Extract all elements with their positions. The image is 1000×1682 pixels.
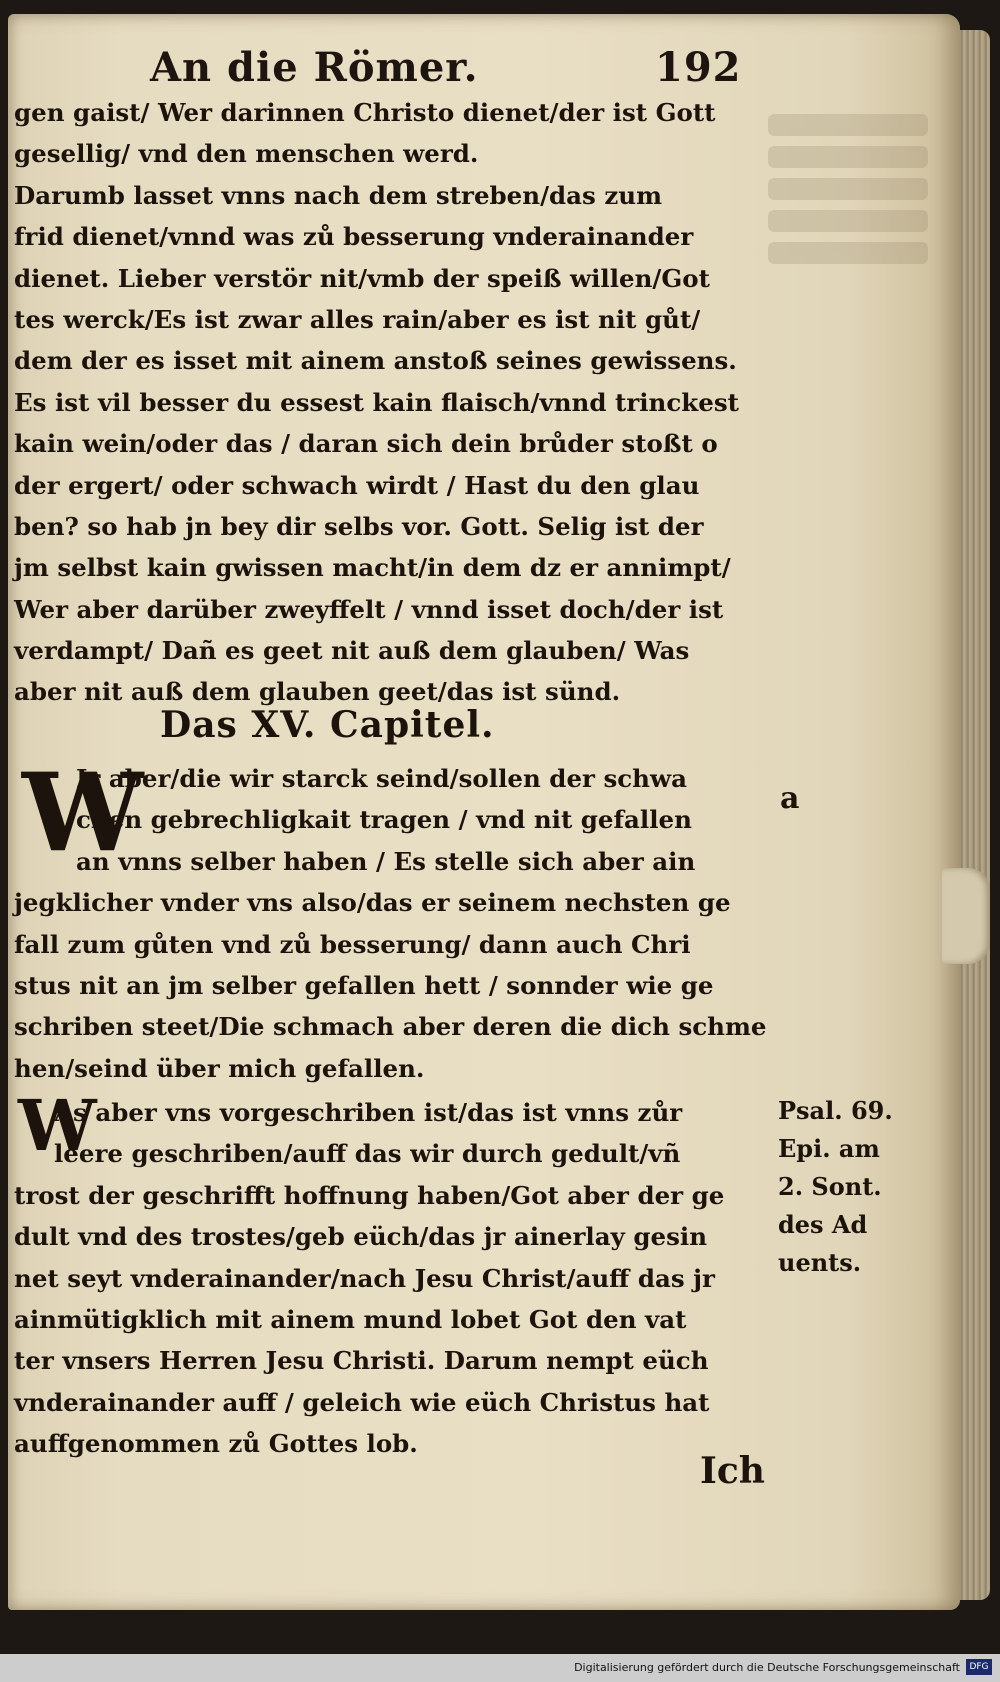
text-line: aber nit auß dem glauben geet/das ist sünd. xyxy=(14,677,621,707)
text-line: trost der geschrifft hoffnung haben/Got aber der ge xyxy=(14,1180,725,1210)
text-block-top xyxy=(14,92,754,713)
text-line: vnderainander auff / geleich wie eüch Christus hat xyxy=(14,1387,710,1417)
folio-number: 192 xyxy=(655,44,742,91)
margin-note-line: 2. Sont. xyxy=(778,1172,882,1201)
text-line: verdampt/ Dañ es geet nit auß dem glauben/ Was xyxy=(14,636,690,666)
show-through xyxy=(768,104,928,404)
text-line: schriben steet/Die schmach aber deren die dich schme xyxy=(14,1012,767,1042)
running-title: An die Römer. xyxy=(150,44,479,91)
text-line: dult vnd des trostes/geb eüch/das jr ainerlay gesin xyxy=(14,1222,708,1252)
chapter-heading: Das XV. Capitel. xyxy=(160,704,495,746)
drop-initial: W xyxy=(22,750,144,876)
text-line: kain wein/oder das / daran sich dein brůder stoßt o xyxy=(14,429,718,459)
credit-text: Digitalisierung gefördert durch die Deutsche Forschungsgemeinschaft xyxy=(574,1661,960,1674)
text-line: As aber vns vorgeschriben ist/das ist vnns zůr xyxy=(54,1098,683,1127)
text-line: jegklicher vnder vns also/das er seinem nechsten ge xyxy=(14,888,731,918)
text-line: Ir aber/die wir starck seind/sollen der schwa xyxy=(76,764,687,793)
text-block-chapter-a xyxy=(14,750,767,1089)
text-line: tes werck/Es ist zwar alles rain/aber es ist nit gůt/ xyxy=(14,304,701,334)
margin-note-line: Epi. am xyxy=(778,1134,880,1163)
text-line: ainmütigklich mit ainem mund lobet Got den vat xyxy=(14,1304,687,1334)
margin-note-line: Psal. 69. xyxy=(778,1096,893,1125)
text-line: frid dienet/vnnd was zů besserung vnderainander xyxy=(14,222,694,252)
drop-initial: W xyxy=(18,1084,97,1167)
running-header xyxy=(150,44,750,94)
text-line: fall zum gůten vnd zů besserung/ dann auch Chri xyxy=(14,929,691,959)
text-line: dem der es isset mit ainem anstoß seines gewissens. xyxy=(14,346,737,376)
text-line: Es ist vil besser du essest kain flaisch/vnnd trinckest xyxy=(14,387,739,417)
text-line: ben? so hab jn bey dir selbs vor. Gott. Selig ist der xyxy=(14,511,704,541)
text-line: der ergert/ oder schwach wirdt / Hast du den glau xyxy=(14,470,700,500)
text-line: gen gaist/ Wer darinnen Christo dienet/der ist Gott xyxy=(14,98,716,127)
text-line: an vnns selber haben / Es stelle sich aber ain xyxy=(76,846,696,876)
text-line: ter vnsers Herren Jesu Christi. Darum nempt eüch xyxy=(14,1346,709,1376)
text-line: jm selbst kain gwissen macht/in dem dz er annimpt/ xyxy=(14,553,731,583)
credit-bar xyxy=(0,1654,1000,1682)
margin-note-line: des Ad xyxy=(778,1210,868,1239)
text-line: chen gebrechligkait tragen / vnd nit gefallen xyxy=(76,805,692,835)
margin-note-line: uents. xyxy=(778,1248,862,1277)
page-tab xyxy=(942,868,990,964)
text-line: dienet. Lieber verstör nit/vmb der speiß willen/Got xyxy=(14,263,710,293)
margin-letter-mark: a xyxy=(780,781,800,816)
catchword: Ich xyxy=(700,1450,765,1492)
text-line: gesellig/ vnd den menschen werd. xyxy=(14,139,479,169)
dfg-logo: DFG xyxy=(966,1659,992,1675)
text-line: Wer aber darüber zweyffelt / vnnd isset doch/der ist xyxy=(14,594,724,624)
text-line: stus nit an jm selber gefallen hett / sonnder wie ge xyxy=(14,970,714,1000)
text-block-chapter-b xyxy=(14,1084,754,1465)
text-line: Darumb lasset vnns nach dem streben/das zum xyxy=(14,180,662,210)
margin-note xyxy=(778,1092,893,1282)
text-line: hen/seind über mich gefallen. xyxy=(14,1053,425,1083)
text-line: auffgenommen zů Gottes lob. xyxy=(14,1429,418,1459)
text-line: net seyt vnderainander/nach Jesu Christ/auff das jr xyxy=(14,1263,715,1293)
text-line: leere geschriben/auff das wir durch gedult/vñ xyxy=(54,1139,681,1169)
